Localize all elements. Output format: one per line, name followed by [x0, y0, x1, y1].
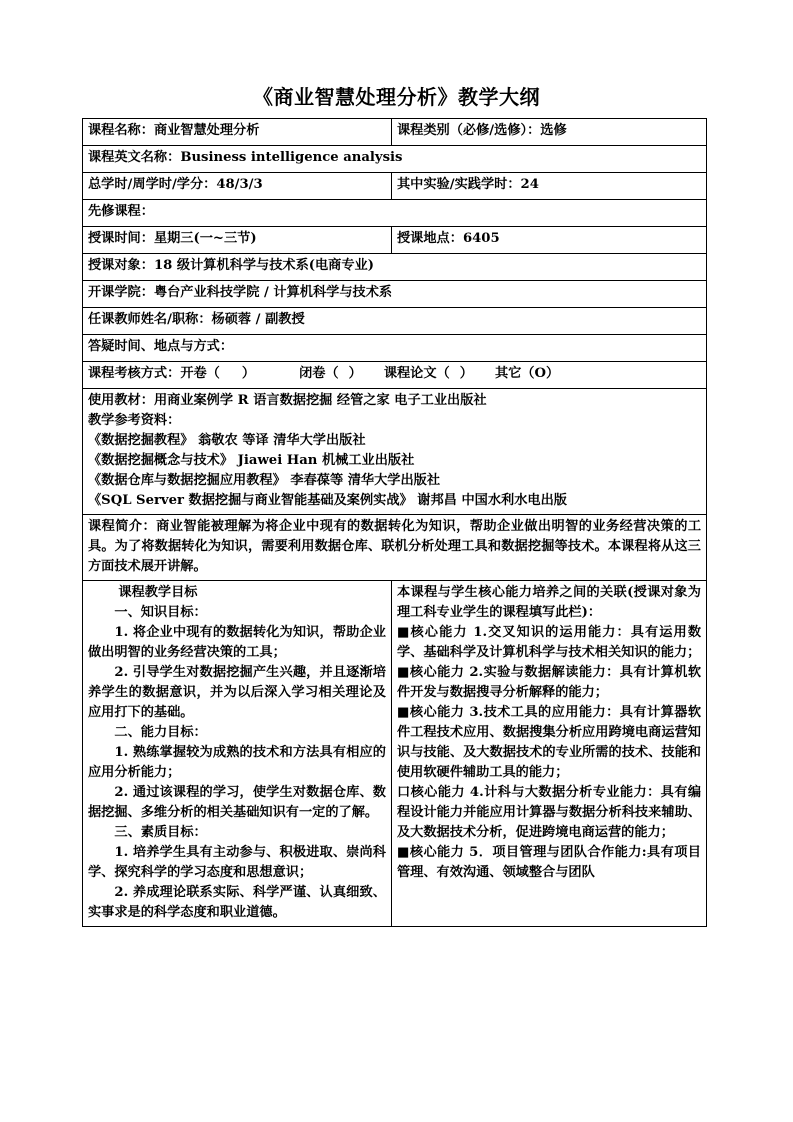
- assessment-option-closed-close: ）: [348, 366, 362, 381]
- core-ability-title: 核心能力 2.实验与数据解读能力：: [409, 665, 620, 680]
- core-ability-marker: ■: [397, 625, 411, 640]
- class-place-value: 6405: [462, 231, 500, 246]
- cell-course-type: [392, 119, 707, 146]
- cell-audience: [83, 254, 707, 281]
- assessment-option-paper-close: ）: [459, 366, 473, 381]
- table-row: [83, 173, 707, 200]
- audience-value: 18 级计算机科学与技术系(电商专业): [153, 258, 374, 273]
- table-row: [83, 335, 707, 362]
- course-intro-label: 课程简介：: [88, 519, 157, 534]
- core-ability-marker: ■: [397, 845, 410, 860]
- table-row: [83, 281, 707, 308]
- core-ability-marker: ■: [397, 665, 410, 680]
- college-value: 粤台产业科技学院 / 计算机科学与技术系: [153, 285, 393, 300]
- course-type-value: 选修: [540, 123, 567, 138]
- textbook-value: 用商业案例学 R 语言数据挖掘 经管之家 电子工业出版社: [153, 393, 487, 408]
- table-row: [83, 146, 707, 173]
- assessment-option-closed[interactable]: 闭卷（: [299, 366, 339, 381]
- goals-section-title: 一、知识目标：: [114, 605, 207, 620]
- core-ability-title: 核心能力 5．项目管理与团队合作能力:: [409, 845, 647, 860]
- hours-value: 48/3/3: [216, 177, 263, 192]
- table-row: [83, 515, 707, 581]
- cell-teacher: [83, 308, 707, 335]
- core-ability-text: 具有计算器软件工程技术应用、数据搜集分析应用跨境电商运营知识与技能、及大数据技术的专业所需的技术、技能和使用软硬件辅助工具的能力；: [397, 705, 702, 780]
- teacher-value: 杨硕蓉 / 副教授: [211, 312, 305, 327]
- core-ability-title: 核心能力 3.技术工具的应用能力：: [409, 705, 620, 720]
- assessment-option-open-close: ）: [241, 366, 256, 381]
- core-ability-text: 具有项目管理、有效沟通、领域整合与团队: [397, 845, 701, 880]
- table-row: [83, 308, 707, 335]
- core-ability-text: 具有计算机软件开发与数据搜寻分析解释的能力；: [397, 665, 702, 700]
- assessment-option-other-close: ）: [546, 366, 560, 381]
- class-time-value: 星期三(一~三节): [153, 231, 257, 246]
- cell-lab-hours: [392, 173, 707, 200]
- goals-section-title: 二、能力目标：: [114, 725, 207, 740]
- table-row: [83, 362, 707, 389]
- table-row: [83, 200, 707, 227]
- course-intro-text: [88, 517, 701, 577]
- goals-section-item: 1. 培养学生具有主动参与、积极进取、崇尚科学、探究科学的学习态度和思想意识；: [88, 845, 386, 880]
- assessment-options: [180, 366, 559, 381]
- cell-class-time: [83, 227, 392, 254]
- cell-prerequisite: [83, 200, 707, 227]
- cell-course-intro: [83, 515, 707, 581]
- page-title: 《商业智慧处理分析》教学大纲: [253, 85, 540, 109]
- core-ability-item: [397, 623, 701, 663]
- reference-item: 《数据挖掘概念与技术》 Jiawei Han 机械工业出版社: [88, 453, 415, 468]
- hours-label: 总学时/周学时/学分：: [88, 177, 217, 192]
- core-ability-text: 具有运用数学、基础科学及计算机科学与技术相关知识的能力；: [397, 625, 702, 660]
- core-abilities-heading: 本课程与学生核心能力培养之间的关联(授课对象为理工科专业学生的课程填写此栏)：: [397, 585, 701, 620]
- cell-assessment: [83, 362, 707, 389]
- core-ability-item: [397, 703, 701, 783]
- class-place-label: 授课地点：: [397, 231, 463, 246]
- textbook-line: [88, 391, 701, 411]
- core-ability-marker: 口: [397, 785, 411, 800]
- goals-section-item: 1. 将企业中现有的数据转化为知识，帮助企业做出明智的业务经营决策的工具；: [88, 625, 386, 660]
- cell-class-place: [392, 227, 707, 254]
- assessment-other-mark: O: [534, 366, 546, 381]
- cell-materials: [83, 389, 707, 515]
- assessment-option-other[interactable]: 其它（: [494, 366, 535, 381]
- reference-item: 《数据仓库与数据挖掘应用教程》 李春葆等 清华大学出版社: [88, 473, 441, 488]
- core-ability-marker: ■: [397, 705, 410, 720]
- assessment-option-open[interactable]: 开卷（: [180, 366, 220, 381]
- goals-section-item: 2. 引导学生对数据挖掘产生兴趣，并且逐渐培养学生的数据意识，并为以后深入学习相关理论及应用打下的基础。: [88, 665, 386, 720]
- cell-office-hours: [83, 335, 707, 362]
- cell-english-name: [83, 146, 707, 173]
- cell-college: [83, 281, 707, 308]
- goals-section-title: 三、素质目标：: [114, 825, 207, 840]
- reference-item: 《数据挖掘教程》 翁敬农 等译 清华大学出版社: [88, 433, 366, 448]
- class-time-label: 授课时间：: [88, 231, 154, 246]
- core-ability-item: [397, 783, 701, 843]
- goals-section-item: 2. 养成理论联系实际、科学严谨、认真细致、实事求是的科学态度和职业道德。: [88, 885, 386, 920]
- lab-hours-label: 其中实验/实践学时：: [397, 177, 521, 192]
- assessment-label: 课程考核方式：: [88, 366, 181, 381]
- college-label: 开课学院：: [88, 285, 154, 300]
- references-label: 教学参考资料：: [88, 413, 181, 428]
- course-name-label: 课程名称：: [88, 123, 154, 138]
- course-intro-body: 商业智能被理解为将企业中现有的数据转化为知识，帮助企业做出明智的业务经营决策的工具。为了将数据转化为知识，需要利用数据仓库、联机分析处理工具和数据挖掘等技术。本课程将从这三方面技术展开讲解。: [88, 519, 702, 574]
- table-row: [83, 581, 707, 927]
- cell-teaching-goals: [83, 581, 392, 927]
- goals-heading: 课程教学目标: [118, 585, 198, 600]
- course-type-label: 课程类别（必修/选修）：: [397, 123, 541, 138]
- core-ability-item: [397, 663, 701, 703]
- syllabus-table: [82, 118, 707, 927]
- assessment-option-paper[interactable]: 课程论文（: [383, 366, 450, 381]
- core-ability-text: 具有编程设计能力并能应用计算器与数据分析科技来辅助、及大数据技术分析，促进跨境电商运营的能力；: [397, 785, 702, 840]
- core-ability-item: [397, 843, 701, 883]
- english-name-label: 课程英文名称：: [88, 150, 181, 165]
- goals-section-item: 1. 熟练掌握较为成熟的技术和方法具有相应的应用分析能力；: [88, 745, 386, 780]
- textbook-label: 使用教材：: [88, 393, 154, 408]
- audience-label: 授课对象：: [88, 258, 154, 273]
- table-row: [83, 389, 707, 515]
- table-row: [83, 254, 707, 281]
- cell-total-hours: [83, 173, 392, 200]
- office-hours-label: 答疑时间、地点与方式：: [88, 339, 234, 354]
- lab-hours-value: 24: [520, 177, 539, 192]
- goals-section-item: 2. 通过该课程的学习，使学生对数据仓库、数据挖掘、多维分析的相关基础知识有一定的了解。: [88, 785, 386, 820]
- course-name-value: 商业智慧处理分析: [153, 123, 260, 138]
- cell-core-abilities: [392, 581, 707, 927]
- english-name-value: Business intelligence analysis: [180, 150, 403, 165]
- table-row: [83, 227, 707, 254]
- reference-item: 《SQL Server 数据挖掘与商业智能基础及案例实战》 谢邦昌 中国水利水电出版: [88, 493, 567, 508]
- cell-course-name: [83, 119, 392, 146]
- core-ability-title: 核心能力 1.交叉知识的运用能力：: [410, 625, 631, 640]
- prerequisite-label: 先修课程：: [88, 204, 154, 219]
- table-row: [83, 119, 707, 146]
- teacher-label: 任课教师姓名/职称：: [88, 312, 212, 327]
- core-ability-title: 核心能力 4.计科与大数据分析专业能力：: [410, 785, 661, 800]
